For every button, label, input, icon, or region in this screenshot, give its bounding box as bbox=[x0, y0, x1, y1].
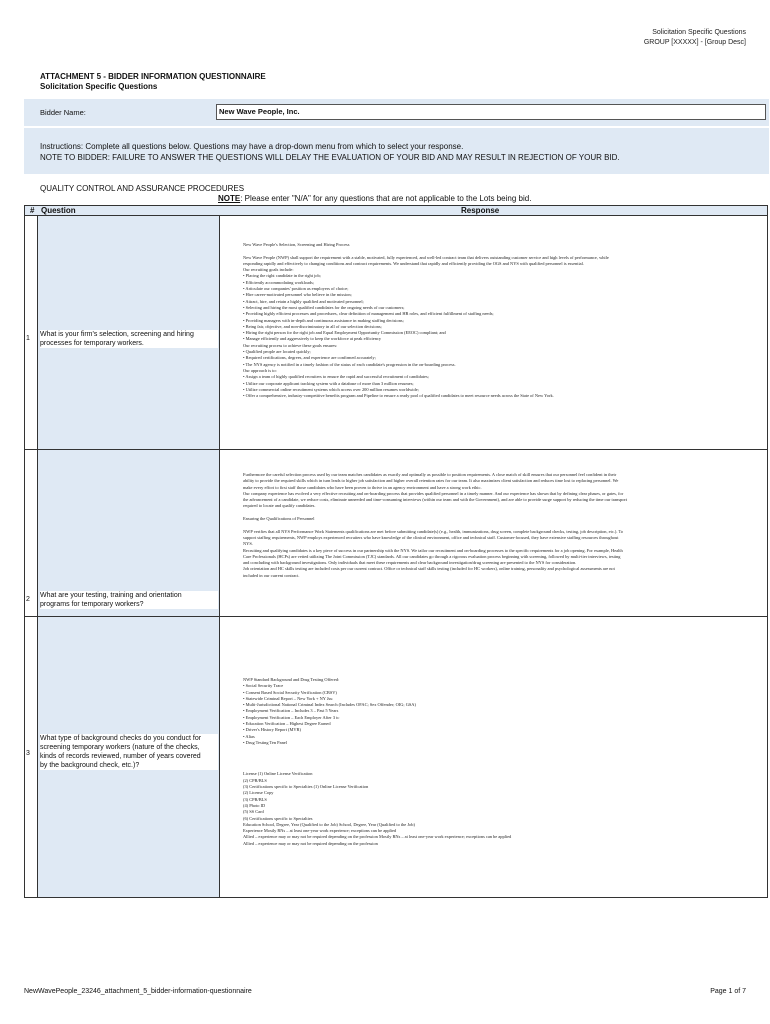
response-line: Our recruiting goals include: bbox=[243, 267, 294, 273]
response-text bbox=[243, 472, 753, 579]
header-line-1: Solicitation Specific Questions bbox=[652, 29, 746, 36]
response-line: NYS. bbox=[243, 541, 253, 547]
response-line: (2) License Copy bbox=[243, 790, 274, 796]
note-label: NOTE bbox=[218, 194, 241, 203]
response-line: responding rapidly and effectively to changing conditions and contract requirements. We understand that rapidly and efficiently providing the OGS and NYS with qualified personnel is essential. bbox=[243, 260, 584, 266]
header-line-2: GROUP [XXXXX] - [Group Desc] bbox=[643, 39, 746, 46]
attachment-subtitle: Solicitation Specific Questions bbox=[40, 82, 158, 91]
section-title: QUALITY CONTROL AND ASSURANCE PROCEDURES bbox=[40, 184, 245, 193]
response-line: • Utilize our corporate applicant tracking system with a database of more than 3 million resumes; bbox=[243, 380, 414, 386]
response-line: • Hire career-motivated personnel who believe in the mission; bbox=[243, 292, 352, 298]
header-question: Question bbox=[41, 206, 76, 215]
table-row bbox=[24, 450, 768, 617]
instructions bbox=[40, 141, 620, 163]
response-line: and concluding with background investigations. Only individuals that meet these requirements and clear background investigation/drug screening are presented to the NYS for consideration. bbox=[243, 560, 577, 566]
response-line: • Education Verification – Highest Degree Earned bbox=[243, 721, 331, 727]
header-num: # bbox=[30, 206, 35, 215]
response-line: • Utilize commercial online recruitment systems which access over 200 million resumes worldwide; bbox=[243, 386, 419, 392]
response-line: • Social Security Trace bbox=[243, 683, 284, 689]
response-line: New Wave People's Selection, Screening and Hiring Process bbox=[243, 242, 350, 247]
bidder-name-label: Bidder Name: bbox=[40, 108, 86, 117]
response-line: • Being fair, objective, and non-discriminatory in all of our selection decisions; bbox=[243, 323, 382, 329]
response-line: • Required certifications, degrees, and experience are confirmed accurately; bbox=[243, 355, 376, 361]
response-line: • Efficiently accommodating workloads; bbox=[243, 279, 315, 285]
response-line: Education School, Degree, Year (Qualified to the Job) School, Degree, Year (Qualified to the Job) bbox=[243, 821, 415, 827]
question-text: What are your testing, training and orientation programs for temporary workers? bbox=[40, 591, 218, 609]
response-cell[interactable] bbox=[220, 617, 767, 897]
response-line: • Selecting and hiring the most qualified candidates for the ongoing needs of our customers; bbox=[243, 304, 405, 310]
response-line: support staffing requirements, NWP employs experienced recruiters who have knowledge of the clinical environment, office and technical staff. Customer-focused, they have extensive staffing resources throughout bbox=[243, 534, 619, 540]
response-line: Our approach is to: bbox=[243, 367, 277, 373]
response-text bbox=[243, 677, 753, 847]
response-line: Ensuring the Qualifications of Personnel bbox=[243, 516, 315, 522]
response-line: (2) CPR/BLS bbox=[243, 777, 267, 783]
response-line: • Multi-Jurisdictional National Criminal Index Search (Includes OFAC; Sex Offender; OIG; GSA) bbox=[243, 702, 416, 708]
response-line: • Manage efficiently and aggressively to keep the workforce at peak efficiency bbox=[243, 336, 382, 342]
response-line: NWP verifies that all NYS Performance Work Statements qualifications are met before submitting candidate(s) (e.g., health, immunizations, drug screen, complete background checks, testing, job description, etc.). To bbox=[243, 528, 624, 534]
response-line: • Driver's History Report (MVR) bbox=[243, 727, 301, 733]
response-line: Allied – experience may or may not be required depending on the profession bbox=[243, 840, 378, 846]
response-line: • Employment Verification – Includes 3 – Past 5 Years bbox=[243, 708, 339, 714]
response-line: • Articulate our companies' position as employers of choice; bbox=[243, 286, 349, 292]
response-line: • Offer a comprehensive, industry-competitive benefits program and Pipeline to ensure a ready pool of qualified candidates to meet resource needs across the State of New York. bbox=[243, 393, 554, 399]
response-line: • Qualified people are located quickly; bbox=[243, 349, 311, 355]
response-line: required to locate and qualify candidates. bbox=[243, 503, 316, 509]
question-text: What type of background checks do you conduct for screening temporary workers (nature of the checks, kinds of records reviewed, number of years covered by the background check, etc.)? bbox=[40, 734, 218, 770]
response-line: make every effort to first staff those candidates who have been proven to thrive in an agency environment and have a strong work ethic. bbox=[243, 484, 482, 490]
row-number: 1 bbox=[25, 216, 38, 449]
response-line: NWP Standard Background and Drug Testing Offered: bbox=[243, 677, 340, 682]
response-line: • Drug Testing Ten Panel bbox=[243, 739, 287, 745]
instructions-line-1: Instructions: Complete all questions below. Questions may have a drop-down menu from which to select your response. bbox=[40, 142, 464, 151]
response-line: Our company experience has evolved a very effective recruiting and on-boarding process that provides qualified personnel in a timely manner. And our experience has shown that by defining clear phases, or gates, for bbox=[243, 490, 624, 496]
footer-page-number: Page 1 of 7 bbox=[710, 988, 746, 995]
response-line: (3) CPR/BLS bbox=[243, 796, 267, 802]
response-line: (4) Photo ID bbox=[243, 802, 266, 808]
response-line: • Consent Based Social Security Verification (CBSV) bbox=[243, 689, 337, 695]
response-line: (6) Certifications specific to Specialties bbox=[243, 815, 313, 821]
row-number: 3 bbox=[25, 617, 38, 897]
row-number: 2 bbox=[25, 450, 38, 616]
response-line: • Providing managers with in-depth and continuous assistance in making staffing decisions; bbox=[243, 317, 404, 323]
response-line: the advancement of a candidate, we reduce costs, eliminate unneeded and time-consuming interviews (within our team and with the Government), and are able to provide surge support by reducing the time our transport bbox=[243, 497, 628, 503]
response-text bbox=[243, 242, 753, 399]
response-line: (3) Certifications specific to Specialties (1) Online License Verification bbox=[243, 784, 369, 790]
question-cell bbox=[38, 617, 220, 897]
table-row bbox=[24, 617, 768, 898]
question-cell bbox=[38, 450, 220, 616]
response-line: License (1) Online License Verification bbox=[243, 771, 313, 777]
question-cell bbox=[38, 216, 220, 449]
question-text: What is your firm's selection, screening and hiring processes for temporary workers. bbox=[40, 330, 218, 348]
response-line: Furthermore the careful selection process used by our team matches candidates as exactly and optimally as possible to position requirements. A close match of skill ensures that our personnel feel confident in their bbox=[243, 472, 617, 477]
response-line: Experience Mostly RNs – at least one-year work experience; exceptions can be applied bbox=[243, 828, 397, 834]
response-line: • Hiring the right person for the right job and Equal Employment Opportunity Commission (EEOC) compliant; and bbox=[243, 330, 446, 336]
response-line: • Statewide Criminal Report – New York + NY Jsu bbox=[243, 695, 333, 701]
response-line: • Providing highly efficient processes and procedures, clear definition of management and HR roles, and efficient fulfillment of staffing needs; bbox=[243, 311, 494, 317]
bidder-name-field[interactable]: New Wave People, Inc. bbox=[216, 104, 766, 120]
instructions-line-2: NOTE TO BIDDER: FAILURE TO ANSWER THE QUESTIONS WILL DELAY THE EVALUATION OF YOUR BID AND MAY RESULT IN REJECTION OF YOUR BID. bbox=[40, 153, 620, 162]
response-line: • Attract, hire, and retain a highly qualified and motivated personnel; bbox=[243, 298, 364, 304]
response-line: Care Professionals (HCPs) are vetted utilizing The Joint Commission (TJC) standards. All our candidates go through a rigorous evaluation process beginning with screening, followed by multi-tier interviews, testing bbox=[243, 553, 621, 559]
response-line: (5) SS Card bbox=[243, 809, 264, 815]
response-line: • Employment Verification – Each Employer After 3 tc bbox=[243, 714, 340, 720]
page-header bbox=[644, 28, 746, 48]
response-line: Job orientation and HC skills testing are included costs per our current contract. Office or technical staff skills testing (included for HC workers), online training, personality and psychological assessments are not bbox=[243, 566, 615, 572]
table-row bbox=[24, 216, 768, 450]
response-line: • The NYS agency is notified in a timely fashion of the status of each candidate's progression in the on-boarding process. bbox=[243, 361, 456, 367]
table-header bbox=[24, 205, 768, 216]
response-line: Allied – experience may or may not be required depending on the profession Mostly RNs – at least one-year work experience; exceptions can be applied bbox=[243, 834, 512, 840]
response-line: included in our current contract. bbox=[243, 572, 300, 578]
response-cell[interactable] bbox=[220, 216, 767, 449]
response-line: Recruiting and qualifying candidates is a key piece of success in our partnership with the NYS. We tailor our recruitment and on-boarding processes to the specific requirements for a job opening. For example, Health bbox=[243, 547, 623, 553]
attachment-title: ATTACHMENT 5 - BIDDER INFORMATION QUESTIONNAIRE bbox=[40, 72, 266, 81]
note-text: : Please enter "N/A" for any questions that are not applicable to the Lots being bid. bbox=[240, 194, 532, 203]
header-response: Response bbox=[461, 206, 500, 215]
response-line: • Placing the right candidate in the right job; bbox=[243, 273, 321, 279]
response-line: • Alias bbox=[243, 733, 255, 739]
response-line: ability to provide the required skills which in turn leads to higher job satisfaction and higher overall retention rates for our team. It also maximizes client satisfaction and reduces time lost to replacing personnel. We bbox=[243, 478, 619, 484]
footer-filename: NewWavePeople_23246_attachment_5_bidder-information-questionnaire bbox=[24, 988, 252, 995]
response-line: New Wave People (NWP) shall support the requirement with a stable, motivated, fully experienced, and well-led contract team that delivers outstanding customer service and high levels of performance, while bbox=[243, 254, 609, 260]
response-line: • Assign a team of highly qualified recruiters to ensure the rapid and successful recruitment of candidates; bbox=[243, 374, 429, 380]
section-note bbox=[218, 194, 531, 203]
response-cell[interactable] bbox=[220, 450, 767, 616]
response-line: Our recruiting process to achieve these goals ensures: bbox=[243, 342, 338, 348]
